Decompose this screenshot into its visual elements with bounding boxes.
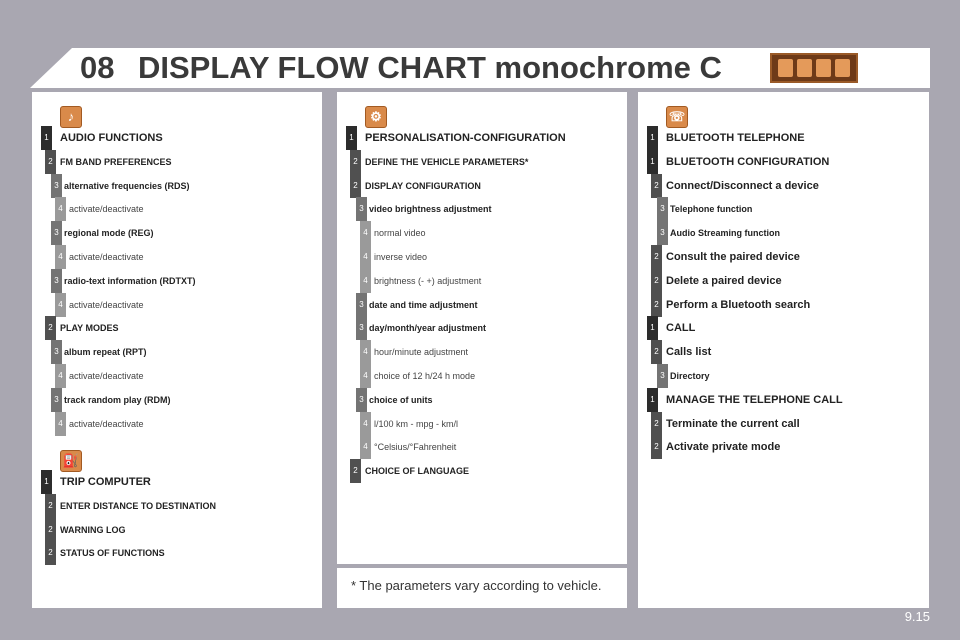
menu-item-warning-log (32, 518, 317, 542)
menu-item-label: DEFINE THE VEHICLE PARAMETERS* (365, 156, 529, 167)
menu-item-choice-of-units (337, 388, 622, 412)
level-badge: 4 (360, 435, 371, 459)
level-badge: 3 (51, 221, 62, 245)
settings-tools-icon: ⚙ (365, 106, 387, 128)
menu-item-label: Directory (670, 371, 710, 381)
personalisation-column (337, 92, 627, 564)
audio-icon: ♪ (60, 106, 82, 128)
menu-item-audio-functions (32, 126, 317, 150)
menu-item-regional-mode-reg (32, 221, 317, 245)
chapter-number: 08 (80, 50, 115, 85)
display-screen-icon (770, 53, 858, 83)
menu-item-telephone-function (638, 197, 923, 221)
menu-item-label: album repeat (RPT) (64, 347, 147, 358)
level-badge: 4 (360, 340, 371, 364)
bluetooth-phone-icon: ☏ (666, 106, 688, 128)
menu-item-label: °Celsius/°Fahrenheit (374, 442, 457, 453)
menu-item-label: choice of 12 h/24 h mode (374, 371, 476, 381)
level-badge: 2 (651, 412, 662, 436)
menu-item-label: hour/minute adjustment (374, 347, 469, 358)
menu-item-label: Calls list (666, 346, 712, 359)
screen-segment-icon (835, 59, 850, 77)
menu-item-label: Telephone function (670, 204, 753, 215)
menu-item-brightness-adjustment (337, 269, 622, 293)
menu-item-label: alternative frequencies (RDS) (64, 180, 190, 191)
menu-item-hour-minute-adjustment (337, 340, 622, 364)
level-badge: 3 (356, 316, 367, 340)
level-badge: 1 (346, 126, 357, 150)
level-badge: 1 (647, 316, 658, 340)
menu-item-label: PLAY MODES (60, 323, 119, 334)
level-badge: 3 (356, 293, 367, 317)
level-badge: 3 (51, 340, 62, 364)
menu-item-label: CALL (666, 322, 696, 335)
menu-item-activate-deactivate (32, 364, 317, 388)
level-badge: 2 (350, 150, 361, 174)
menu-item-consult-the-paired-device (638, 245, 923, 269)
level-badge: 4 (55, 364, 66, 388)
menu-item-call (638, 316, 923, 340)
level-badge: 3 (356, 388, 367, 412)
menu-item-label: CHOICE OF LANGUAGE (365, 466, 470, 477)
level-badge: 1 (41, 470, 52, 494)
level-badge: 2 (45, 150, 56, 174)
menu-item-fm-band-preferences (32, 150, 317, 174)
menu-item-label: activate/deactivate (69, 299, 144, 310)
menu-item-celsius-fahrenheit (337, 435, 622, 459)
level-badge: 4 (360, 221, 371, 245)
menu-item-label: activate/deactivate (69, 418, 144, 429)
level-badge: 2 (45, 494, 56, 518)
menu-item-label: activate/deactivate (69, 204, 144, 215)
menu-item-label: regional mode (REG) (64, 228, 154, 239)
page-title: DISPLAY FLOW CHART monochrome C (138, 50, 722, 85)
menu-item-label: activate/deactivate (69, 252, 144, 262)
level-badge: 4 (360, 412, 371, 436)
menu-item-label: Consult the paired device (666, 251, 800, 263)
menu-item-label: FM BAND PREFERENCES (60, 156, 172, 167)
menu-item-label: STATUS OF FUNCTIONS (60, 548, 165, 559)
menu-item-day-month-year-adjustment (337, 316, 622, 340)
level-badge: 3 (51, 174, 62, 198)
menu-item-activate-deactivate (32, 197, 317, 221)
menu-item-terminate-the-current-call (638, 412, 923, 436)
menu-item-label: Perform a Bluetooth search (666, 298, 811, 311)
menu-item-activate-private-mode (638, 435, 923, 459)
level-badge: 2 (350, 174, 361, 198)
menu-item-label: l/100 km - mpg - km/l (374, 418, 459, 429)
menu-item-label: brightness (- +) adjustment (374, 275, 482, 286)
level-badge: 2 (651, 435, 662, 459)
menu-item-delete-a-paired-device (638, 269, 923, 293)
menu-item-activate-deactivate (32, 412, 317, 436)
menu-item-label: BLUETOOTH CONFIGURATION (666, 155, 830, 168)
menu-item-bluetooth-telephone (638, 126, 923, 150)
menu-item-label: DISPLAY CONFIGURATION (365, 180, 481, 191)
menu-item-enter-distance-to-destination (32, 494, 317, 518)
level-badge: 2 (651, 340, 662, 364)
menu-item-define-the-vehicle-parameters (337, 150, 622, 174)
level-badge: 4 (55, 412, 66, 436)
menu-item-label: Audio Streaming function (670, 228, 780, 239)
menu-item-connect-disconnect-a-device (638, 174, 923, 198)
menu-item-label: inverse video (374, 252, 428, 262)
menu-item-label: BLUETOOTH TELEPHONE (666, 132, 805, 144)
fuel-pump-icon: ⛽ (60, 450, 82, 472)
level-badge: 1 (41, 126, 52, 150)
menu-item-audio-streaming-function (638, 221, 923, 245)
menu-item-radio-text-information-rdtxt (32, 269, 317, 293)
screen-segment-icon (816, 59, 831, 77)
level-badge: 4 (360, 245, 371, 269)
menu-item-directory (638, 364, 923, 388)
level-badge: 4 (360, 269, 371, 293)
menu-item-l-100-km-mpg-km-l (337, 412, 622, 436)
menu-item-display-configuration (337, 174, 622, 198)
level-badge: 2 (651, 245, 662, 269)
menu-item-label: AUDIO FUNCTIONS (60, 132, 163, 144)
level-badge: 4 (55, 197, 66, 221)
level-badge: 3 (51, 269, 62, 293)
level-badge: 2 (651, 293, 662, 317)
level-badge: 3 (657, 197, 668, 221)
level-badge: 3 (51, 388, 62, 412)
page-header (30, 48, 930, 88)
level-badge: 1 (647, 150, 658, 174)
menu-item-track-random-play-rdm (32, 388, 317, 412)
menu-item-label: video brightness adjustment (369, 204, 492, 215)
menu-item-label: date and time adjustment (369, 299, 478, 310)
menu-item-label: Terminate the current call (666, 417, 800, 430)
menu-item-label: TRIP COMPUTER (60, 476, 151, 488)
menu-item-perform-a-bluetooth-search (638, 293, 923, 317)
menu-item-inverse-video (337, 245, 622, 269)
level-badge: 2 (45, 518, 56, 542)
level-badge: 2 (651, 174, 662, 198)
level-badge: 3 (356, 197, 367, 221)
menu-item-label: MANAGE THE TELEPHONE CALL (666, 393, 843, 406)
menu-item-date-and-time-adjustment (337, 293, 622, 317)
menu-item-status-of-functions (32, 541, 317, 565)
menu-item-label: Activate private mode (666, 441, 781, 454)
bluetooth-column (638, 92, 929, 608)
menu-item-label: ENTER DISTANCE TO DESTINATION (60, 500, 217, 511)
menu-item-label: Connect/Disconnect a device (666, 179, 819, 192)
menu-item-label: Delete a paired device (666, 274, 782, 287)
footnote: * The parameters vary according to vehicle. (351, 578, 602, 593)
page-number: 9.15 (904, 609, 930, 624)
menu-item-label: radio-text information (RDTXT) (64, 275, 196, 286)
audio-column (32, 92, 322, 608)
menu-item-choice-of-language (337, 459, 622, 483)
level-badge: 2 (350, 459, 361, 483)
menu-item-label: day/month/year adjustment (369, 323, 487, 334)
menu-item-bluetooth-configuration (638, 150, 923, 174)
level-badge: 1 (647, 126, 658, 150)
level-badge: 1 (647, 388, 658, 412)
level-badge: 2 (45, 541, 56, 565)
level-badge: 4 (360, 364, 371, 388)
menu-item-label: WARNING LOG (60, 524, 126, 535)
menu-item-calls-list (638, 340, 923, 364)
screen-segment-icon (778, 59, 793, 77)
screen-segment-icon (797, 59, 812, 77)
menu-item-video-brightness-adjustment (337, 197, 622, 221)
menu-item-normal-video (337, 221, 622, 245)
menu-item-choice-of-12-h-24-h-mode (337, 364, 622, 388)
menu-item-label: choice of units (369, 394, 433, 405)
menu-item-label: PERSONALISATION-CONFIGURATION (365, 132, 566, 144)
menu-item-label: normal video (374, 228, 426, 239)
level-badge: 4 (55, 293, 66, 317)
menu-item-personalisation-configuration (337, 126, 622, 150)
menu-item-activate-deactivate (32, 293, 317, 317)
menu-item-play-modes (32, 316, 317, 340)
menu-item-manage-the-telephone-call (638, 388, 923, 412)
menu-item-label: activate/deactivate (69, 371, 144, 381)
level-badge: 2 (651, 269, 662, 293)
level-badge: 4 (55, 245, 66, 269)
level-badge: 2 (45, 316, 56, 340)
footnote-panel (337, 568, 627, 608)
level-badge: 3 (657, 221, 668, 245)
menu-item-activate-deactivate (32, 245, 317, 269)
menu-item-alternative-frequencies-rds (32, 174, 317, 198)
menu-item-label: track random play (RDM) (64, 394, 171, 405)
menu-item-album-repeat-rpt (32, 340, 317, 364)
level-badge: 3 (657, 364, 668, 388)
menu-item-trip-computer (32, 470, 317, 494)
